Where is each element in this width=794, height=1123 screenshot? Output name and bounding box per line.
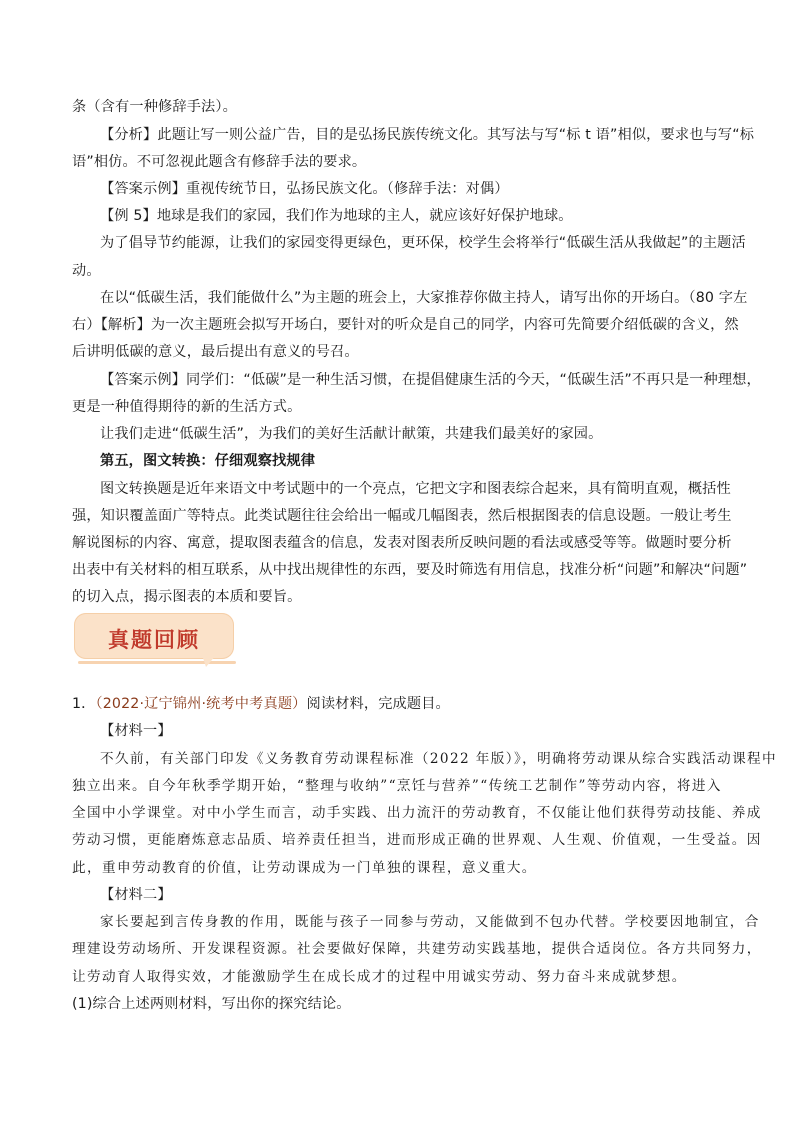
- material1-heading: 【材料一】: [100, 723, 172, 739]
- question-number: 1．: [72, 696, 96, 712]
- answer-example: 【答案示例】重视传统节日，弘扬民族文化。（修辞手法：对偶）: [100, 181, 509, 197]
- text-line: 解说图标的内容、寓意，提取图表蕴含的信息，发表对图表所反映问题的看法或感受等等。做题时要分析: [72, 535, 732, 551]
- text-line: 后讲明低碳的意义，最后提出有意义的号召。: [72, 344, 359, 360]
- material2-line: 理建设劳动场所、开发课程资源。社会要做好保障，共建劳动实践基地，提供合适岗位。各方共同努力，: [72, 941, 762, 957]
- material2-line: 家长要起到言传身教的作用，既能与孩子一同参与劳动，又能做到不包办代替。学校要因地制宜，合: [100, 914, 760, 930]
- banner-tail: [202, 655, 216, 667]
- text-line: 让我们走进“低碳生活”，为我们的美好生活献计献策，共建我们最美好的家园。: [100, 426, 603, 442]
- material1-line: 此，重申劳动教育的价值，让劳动课成为一门单独的课程，意义重大。: [72, 860, 537, 876]
- section-banner: [74, 613, 236, 667]
- material1-line: 独立出来。自今年秋季学期开始，“整理与收纳”“烹饪与营养”“传统工艺制作”等劳动内容，将进入: [72, 778, 722, 794]
- question-source: （2022·辽宁锦州·统考中考真题）: [95, 696, 307, 712]
- text-line: 为了倡导节约能源，让我们的家园变得更绿色，更环保，校学生会将举行“低碳生活从我做起”的主题活: [100, 235, 746, 251]
- material1-line: 劳动习惯，更能磨炼意志品质、培养责任担当，进而形成正确的世界观、人生观、价值观，一生受益。因: [72, 832, 762, 848]
- text-line: 动。: [72, 263, 101, 279]
- subquestion: (1)综合上述两则材料，写出你的探究结论。: [72, 996, 351, 1012]
- material2-heading: 【材料二】: [100, 887, 172, 903]
- text-line: 条（含有一种修辞手法）。: [72, 99, 237, 115]
- material1-line: 不久前，有关部门印发《义务教育劳动课程标准（2022 年版）》，明确将劳动课从综合实践活动课程中: [100, 751, 778, 767]
- text-line: 更是一种值得期待的新的生活方式。: [72, 399, 302, 415]
- material2-line: 让劳动育人取得实效，才能激励学生在成长成才的过程中用诚实劳动、努力奋斗来成就梦想。: [72, 969, 687, 985]
- text-line: 的切入点，揭示图表的本质和要旨。: [72, 589, 302, 605]
- text-line: 图文转换题是近年来语文中考试题中的一个亮点，它把文字和图表综合起来，具有简明直观，概括性: [100, 481, 731, 497]
- text-line: 语”相仿。不可忽视此题含有修辞手法的要求。: [72, 154, 367, 170]
- banner-title: 真题回顾: [108, 628, 200, 652]
- example-5: 【例 5】地球是我们的家园，我们作为地球的主人，就应该好好保护地球。: [100, 208, 573, 224]
- section-heading: 第五，图文转换：仔细观察找规律: [100, 453, 316, 469]
- question-line: [72, 695, 732, 713]
- explanation-paragraph: 右）【解析】为一次主题班会拟写开场白，要针对的听众是自己的同学，内容可先简要介绍低碳的含义，然: [72, 317, 739, 333]
- question-prompt: 阅读材料，完成题目。: [306, 696, 450, 712]
- analysis-paragraph: 【分析】此题让写一则公益广告，目的是弘扬民族传统文化。其写法与写“标 t 语”相似，要求也与写“标: [100, 127, 755, 143]
- answer-example: 【答案示例】同学们：“低碳”是一种生活习惯，在提倡健康生活的今天，“低碳生活”不再只是一种理想，: [100, 372, 761, 388]
- text-line: 在以“低碳生活，我们能做什么”为主题的班会上，大家推荐你做主持人，请写出你的开场白。（80 字左: [100, 290, 748, 306]
- text-line: 强，知识覆盖面广等特点。此类试题往往会给出一幅或几幅图表，然后根据图表的信息设题。一般让考生: [72, 508, 732, 524]
- text-line: 出表中有关材料的相互联系，从中找出规律性的东西，要及时筛选有用信息，找准分析“问题”和解决“问题”: [72, 562, 748, 578]
- material1-line: 全国中小学课堂。对中小学生而言，动手实践、出力流汗的劳动教育，不仅能让他们获得劳动技能、养成: [72, 805, 762, 821]
